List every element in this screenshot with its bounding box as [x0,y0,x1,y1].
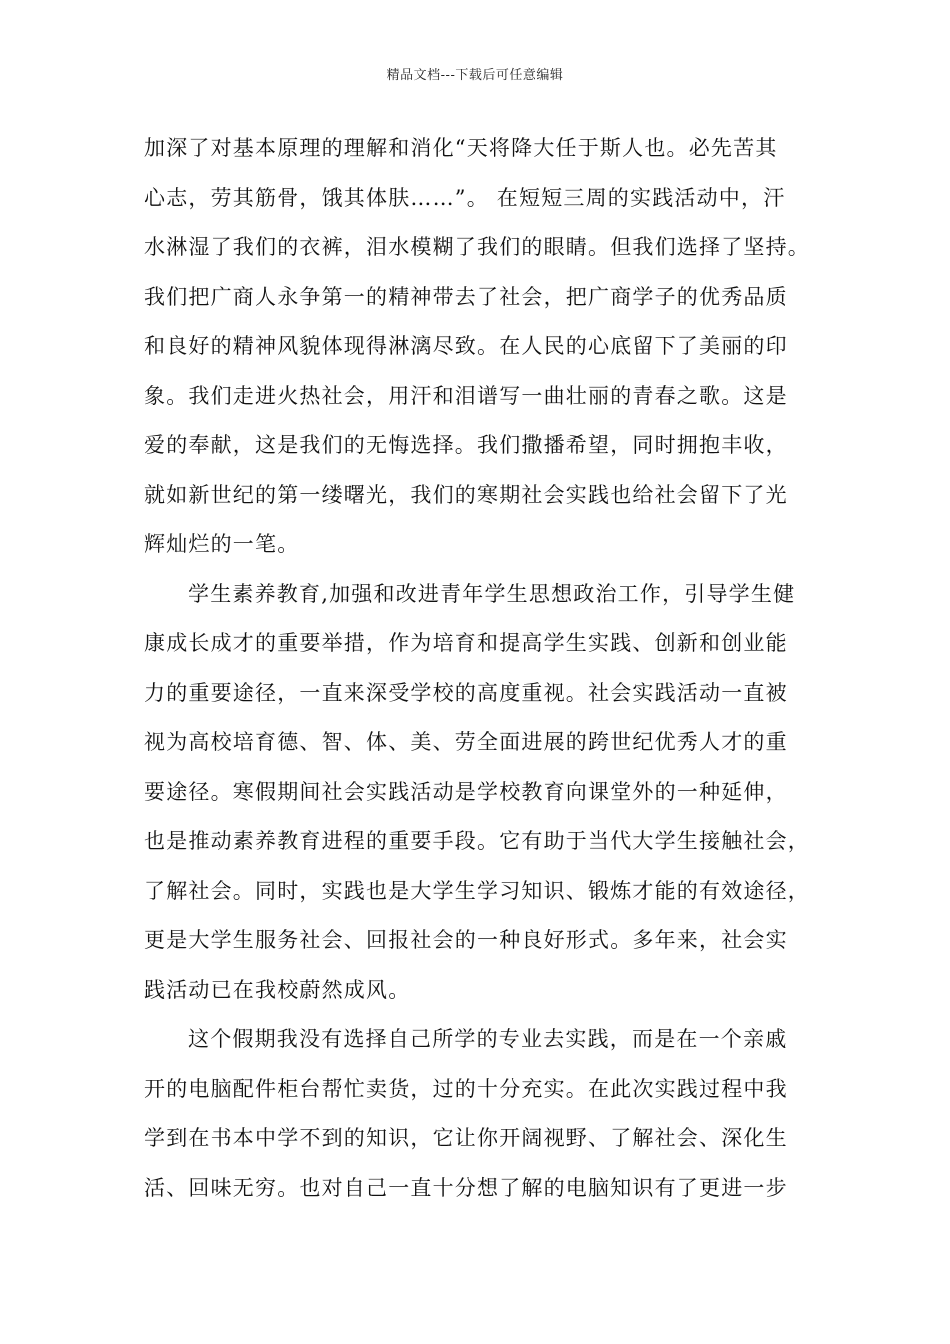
paragraph-2 [144,570,824,1016]
text-line: 力的重要途径，一直来深受学校的高度重视。社会实践活动一直被 [144,680,788,705]
paragraph-1 [144,124,824,570]
text-line: 辉灿烂的一笔。 [144,532,300,556]
text-line: 爱的奉献，这是我们的无悔选择。我们撒播希望，同时拥抱丰收， [144,433,788,457]
text-line: 就如新世纪的第一缕曙光，我们的寒期社会实践也给社会留下了光 [144,482,788,507]
text-line: 学生素养教育,加强和改进青年学生思想政治工作，引导学生健 [188,581,796,606]
text-line: 和良好的精神风貌体现得淋漓尽致。在人民的心底留下了美丽的印 [144,334,788,358]
text-line: 了解社会。同时，实践也是大学生学习知识、锻炼才能的有效途径， [144,878,810,903]
document-body [144,124,824,1213]
text-line: 心志，劳其筋骨，饿其体肤……”。 在短短三周的实践活动中，汗 [144,185,786,210]
text-line: 水淋湿了我们的衣裤，泪水模糊了我们的眼睛。但我们选择了坚持。 [144,235,810,259]
text-line: 学到在书本中学不到的知识，它让你开阔视野、了解社会、深化生 [144,1126,788,1150]
text-line: 加深了对基本原理的理解和消化“天将降大任于斯人也。必先苦其 [144,136,778,160]
text-line: 我们把广商人永争第一的精神带去了社会，把广商学子的优秀品质 [144,284,788,309]
text-line: 象。我们走进火热社会，用汗和泪谱写一曲壮丽的青春之歌。这是 [144,383,788,408]
text-line: 践活动已在我校蔚然成风。 [144,977,411,1002]
text-line: 活、回味无穷。也对自己一直十分想了解的电脑知识有了更进一步 [144,1175,788,1200]
text-line: 康成长成才的重要举措，作为培育和提高学生实践、创新和创业能 [144,631,788,655]
text-line: 要途径。寒假期间社会实践活动是学校教育向课堂外的一种延伸， [144,779,788,804]
text-line: 开的电脑配件柜台帮忙卖货，过的十分充实。在此次实践过程中我 [144,1076,788,1101]
text-line: 也是推动素养教育进程的重要手段。它有助于当代大学生接触社会， [144,829,810,853]
page-header: 精品文档---下载后可任意编辑 [386,68,564,83]
text-line: 更是大学生服务社会、回报社会的一种良好形式。多年来，社会实 [144,928,788,952]
text-line: 这个假期我没有选择自己所学的专业去实践，而是在一个亲戚 [188,1027,788,1051]
paragraph-3 [144,1015,824,1213]
text-line: 视为高校培育德、智、体、美、劳全面进展的跨世纪优秀人才的重 [144,730,788,754]
